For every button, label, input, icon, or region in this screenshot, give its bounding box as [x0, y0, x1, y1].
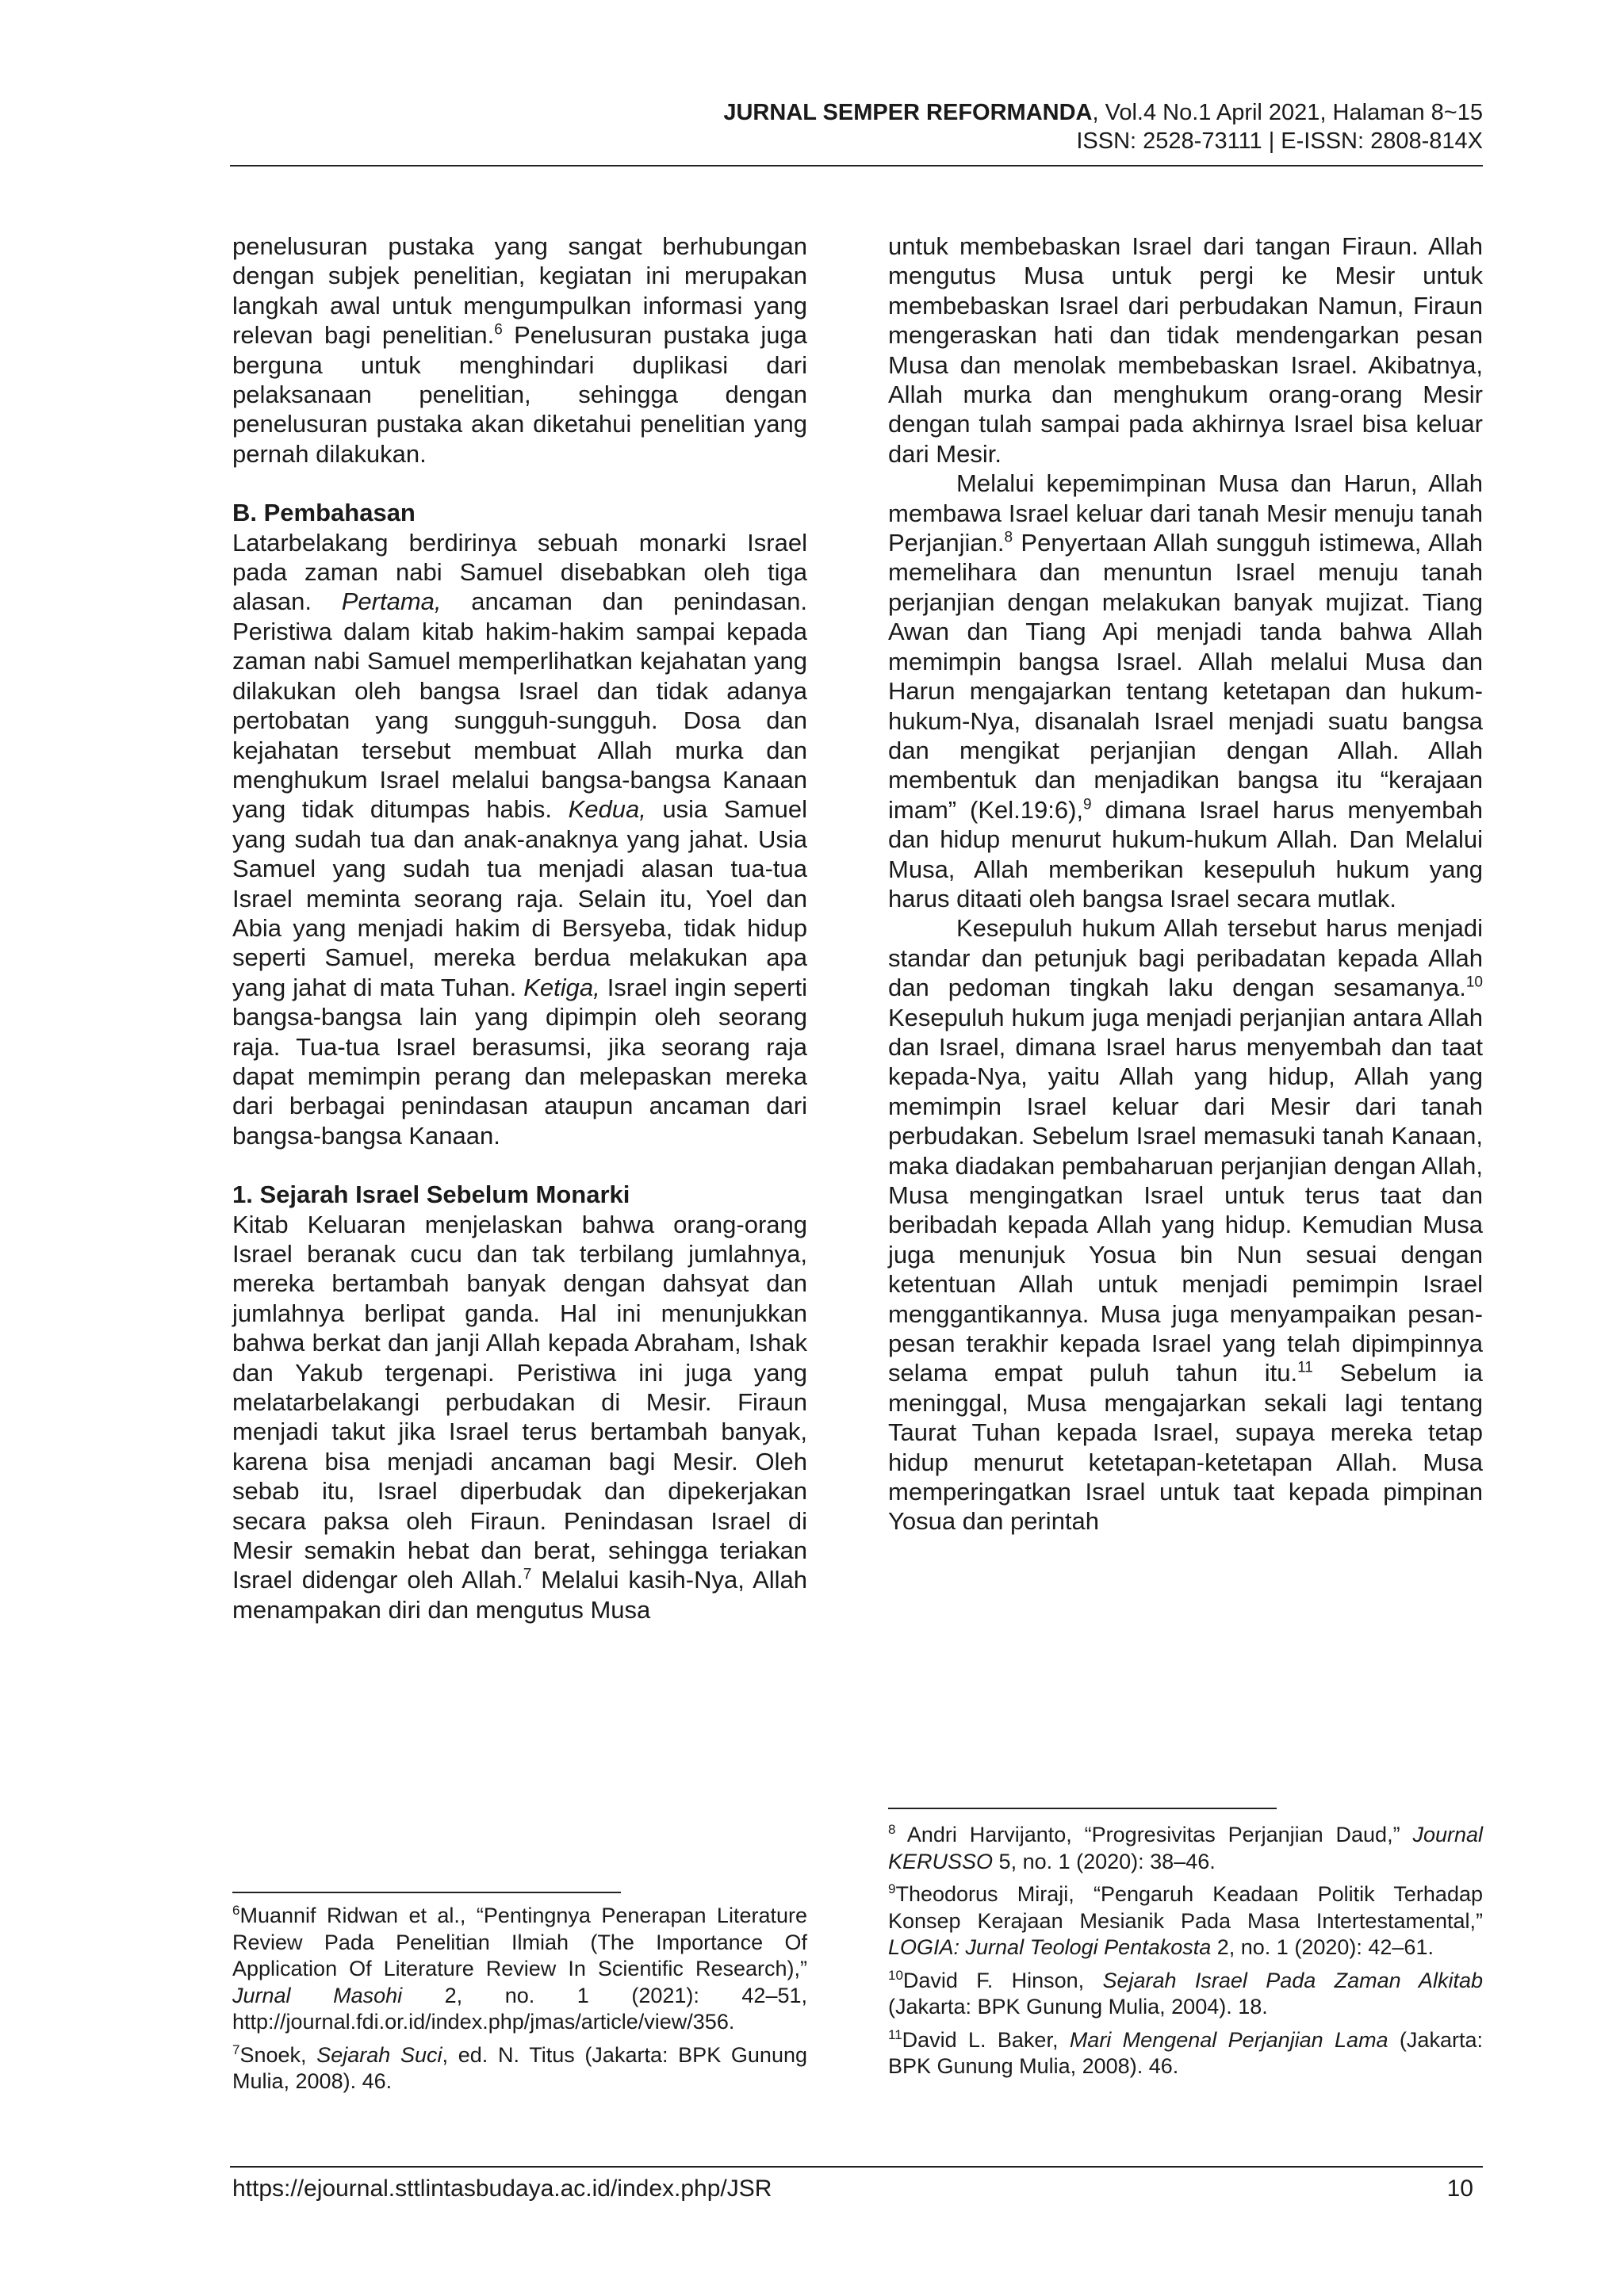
footnote-7: $^7$Snoek, Sejarah Suci, ed. N. Titus (Jakarta: BPK Gunung Mulia, 2008). 46. — [232, 2042, 807, 2093]
section-heading-pembahasan: B. Pembahasan — [232, 499, 416, 527]
right-column — [888, 232, 1483, 1536]
journal-name: JURNAL SEMPER REFORMANDA — [723, 100, 1093, 125]
footnote-11: $^{11}$David L. Baker, Mari Mengenal Perjanjian Lama (Jakarta: BPK Gunung Mulia, 2008). 46. — [888, 2026, 1483, 2078]
footnote-9: $^9$Theodorus Miraji, “Pengaruh Keadaan Politik Terhadap Konsep Kerajaan Mesianik Pada Masa Intertestamental,” LOGIA: Jurnal Teologi Pentakosta 2, no. 1 (2020): 42–61. — [888, 1881, 1483, 1959]
footnote-ref-11[interactable]: 11 — [1297, 1360, 1313, 1377]
footnote-ref-8[interactable]: 8 — [1004, 529, 1013, 546]
paragraph-firaun: untuk membebaskan Israel dari tangan Firaun. Allah mengutus Musa untuk pergi ke Mesir untuk membebaskan Israel dari perbudakan Namun, Firaun mengeraskan hati dan tidak mendengarkan pesan Musa dan menolak membebaskan Israel. Akibatnya, Allah murka dan menghukum orang-orang Mesir dengan tulah sampai pada akhirnya Israel bisa keluar dari Mesir. — [888, 232, 1483, 468]
footnotes-left — [232, 1903, 807, 2102]
subsection-heading-sejarah: 1. Sejarah Israel Sebelum Monarki — [232, 1181, 630, 1209]
paragraph-kesepuluh-hukum: Kesepuluh hukum Allah tersebut harus menjadi standar dan petunjuk bagi peribadatan kepada Allah dan pedoman tingkah laku dengan sesamanya.$^{10}$ Kesepuluh hukum juga menjadi perjanjian antara Allah dan Israel, dimana Israel harus menyembah dan taat kepada-Nya, yaitu Allah yang hidup, Allah yang memimpin Israel keluar dari Mesir dari tanah perbudakan. Sebelum Israel memasuki tanah Kanaan, maka diadakan pembaharuan perjanjian dengan Allah, Musa mengingatkan Israel untuk terus taat dan beribadah kepada Allah yang hidup. Kemudian Musa juga menunjuk Yosua bin Nun sesuai dengan ketentuan Allah untuk menjadi pemimpin Israel menggantikannya. Musa juga menyampaikan pesan-pesan terakhir kepada Israel yang telah dipimpinnya selama empat puluh tahun itu.$^{11}$ Sebelum ia meninggal, Musa mengajarkan sekali lagi tentang Taurat Tuhan kepada Israel, supaya mereka tetap hidup menurut ketetapan-ketetapan Allah. Musa memperingatkan Israel untuk taat kepada pimpinan Yosua dan perintah — [888, 914, 1483, 1536]
paragraph-monarchy-reasons: Latarbelakang berdirinya sebuah monarki Israel pada zaman nabi Samuel disebabkan oleh tiga alasan. Pertama, ancaman dan penindasan. Peristiwa dalam kitab hakim-hakim sampai kepada zaman nabi Samuel memperlihatkan kejahatan yang dilakukan oleh bangsa Israel dan tidak adanya pertobatan yang sungguh-sungguh. Dosa dan kejahatan tersebut membuat Allah murka dan menghukum Israel melalui bangsa-bangsa Kanaan yang tidak ditumpas habis. Kedua, usia Samuel yang sudah tua dan anak-anaknya yang jahat. Usia Samuel yang sudah tua menjadi alasan tua-tua Israel meminta seorang raja. Selain itu, Yoel dan Abia yang menjadi hakim di Bersyeba, tidak hidup seperti Samuel, mereka berdua melakukan apa yang jahat di mata Tuhan. Ketiga, Israel ingin seperti bangsa-bangsa lain yang dipimpin oleh seorang raja. Tua-tua Israel berasumsi, jika seorang raja dapat memimpin perang dan melepaskan mereka dari berbagai penindasan ataupun ancaman dari bangsa-bangsa Kanaan. — [232, 528, 808, 1150]
footnote-ref-9[interactable]: 9 — [1083, 796, 1092, 813]
footnotes-right — [888, 1822, 1483, 2087]
footnote-ref-10[interactable]: 10 — [1465, 974, 1483, 991]
footnote-ref-6[interactable]: 6 — [494, 321, 503, 339]
footer-url-link[interactable]: https://ejournal.sttlintasbudaya.ac.id/index.php/JSR — [232, 2175, 772, 2202]
header-rule — [230, 165, 1483, 166]
footnote-rule-left — [232, 1892, 621, 1893]
paragraph-kepemimpinan: Melalui kepemimpinan Musa dan Harun, Allah membawa Israel keluar dari tanah Mesir menuju tanah Perjanjian.$^8$ Penyertaan Allah sungguh istimewa, Allah memelihara dan menuntun Israel menuju tanah perjanjian dengan melakukan banyak mujizat. Tiang Awan dan Tiang Api menjadi tanda bahwa Allah memimpin bangsa Israel. Allah melalui Musa dan Harun mengajarkan tentang ketetapan dan hukum-hukum-Nya, disanalah Israel menjadi suatu bangsa dan mengikat perjanjian dengan Allah. Allah membentuk dan menjadikan bangsa itu “kerajaan imam” (Kel.19:6),$^9$ dimana Israel harus menyembah dan hidup menurut hukum-hukum Allah. Dan Melalui Musa, Allah memberikan kesepuluh hukum yang harus ditaati oleh bangsa Israel secara mutlak. — [888, 469, 1483, 913]
journal-issue: , Vol.4 No.1 April 2021, Halaman 8~15 — [1092, 100, 1483, 125]
footnote-6: $^6$Muannif Ridwan et al., “Pentingnya Penerapan Literature Review Pada Penelitian Ilmiah (The Importance Of Application Of Literature Review In Scientific Research),” Jurnal Masohi 2, no. 1 (2021): 42–51, http://journal.fdi.or.id/index.php/jmas/article/view/356. — [232, 1903, 807, 2034]
footer-rule — [230, 2166, 1483, 2168]
footnote-8: $^8$ Andri Harvijanto, “Progresivitas Perjanjian Daud,” Journal KERUSSO 5, no. 1 (2020): 38–46. — [888, 1822, 1483, 1873]
journal-issn: ISSN: 2528-73111 | E-ISSN: 2808-814X — [1076, 128, 1483, 154]
page-number: 10 — [1446, 2175, 1473, 2202]
footnote-rule-right — [888, 1808, 1277, 1809]
paragraph-lit-review: penelusuran pustaka yang sangat berhubungan dengan subjek penelitian, kegiatan ini merupakan langkah awal untuk mengumpulkan informasi yang relevan bagi penelitian.$^6$ Penelusuran pustaka juga berguna untuk menghindari duplikasi dari pelaksanaan penelitian, sehingga dengan penelusuran pustaka akan diketahui penelitian yang pernah dilakukan. — [232, 232, 807, 468]
running-header — [723, 98, 1483, 155]
footnote-10: $^{10}$David F. Hinson, Sejarah Israel Pada Zaman Alkitab (Jakarta: BPK Gunung Mulia, 2004). 18. — [888, 1967, 1483, 2019]
left-column — [232, 232, 807, 1624]
footnote-ref-7[interactable]: 7 — [523, 1567, 532, 1584]
paragraph-keluaran: Kitab Keluaran menjelaskan bahwa orang-orang Israel beranak cucu dan tak terbilang jumlahnya, mereka bertambah banyak dengan dahsyat dan jumlahnya berlipat ganda. Hal ini menunjukkan bahwa berkat dan janji Allah kepada Abraham, Ishak dan Yakub tergenapi. Peristiwa ini juga yang melatarbelakangi perbudakan di Mesir. Firaun menjadi takut jika Israel terus bertambah banyak, karena bisa menjadi ancaman bagi Mesir. Oleh sebab itu, Israel diperbudak dan dipekerjakan secara paksa oleh Firaun. Penindasan Israel di Mesir semakin hebat dan berat, sehingga teriakan Israel didengar oleh Allah.$^7$ Melalui kasih-Nya, Allah menampakan diri dan mengutus Musa — [232, 1210, 807, 1624]
